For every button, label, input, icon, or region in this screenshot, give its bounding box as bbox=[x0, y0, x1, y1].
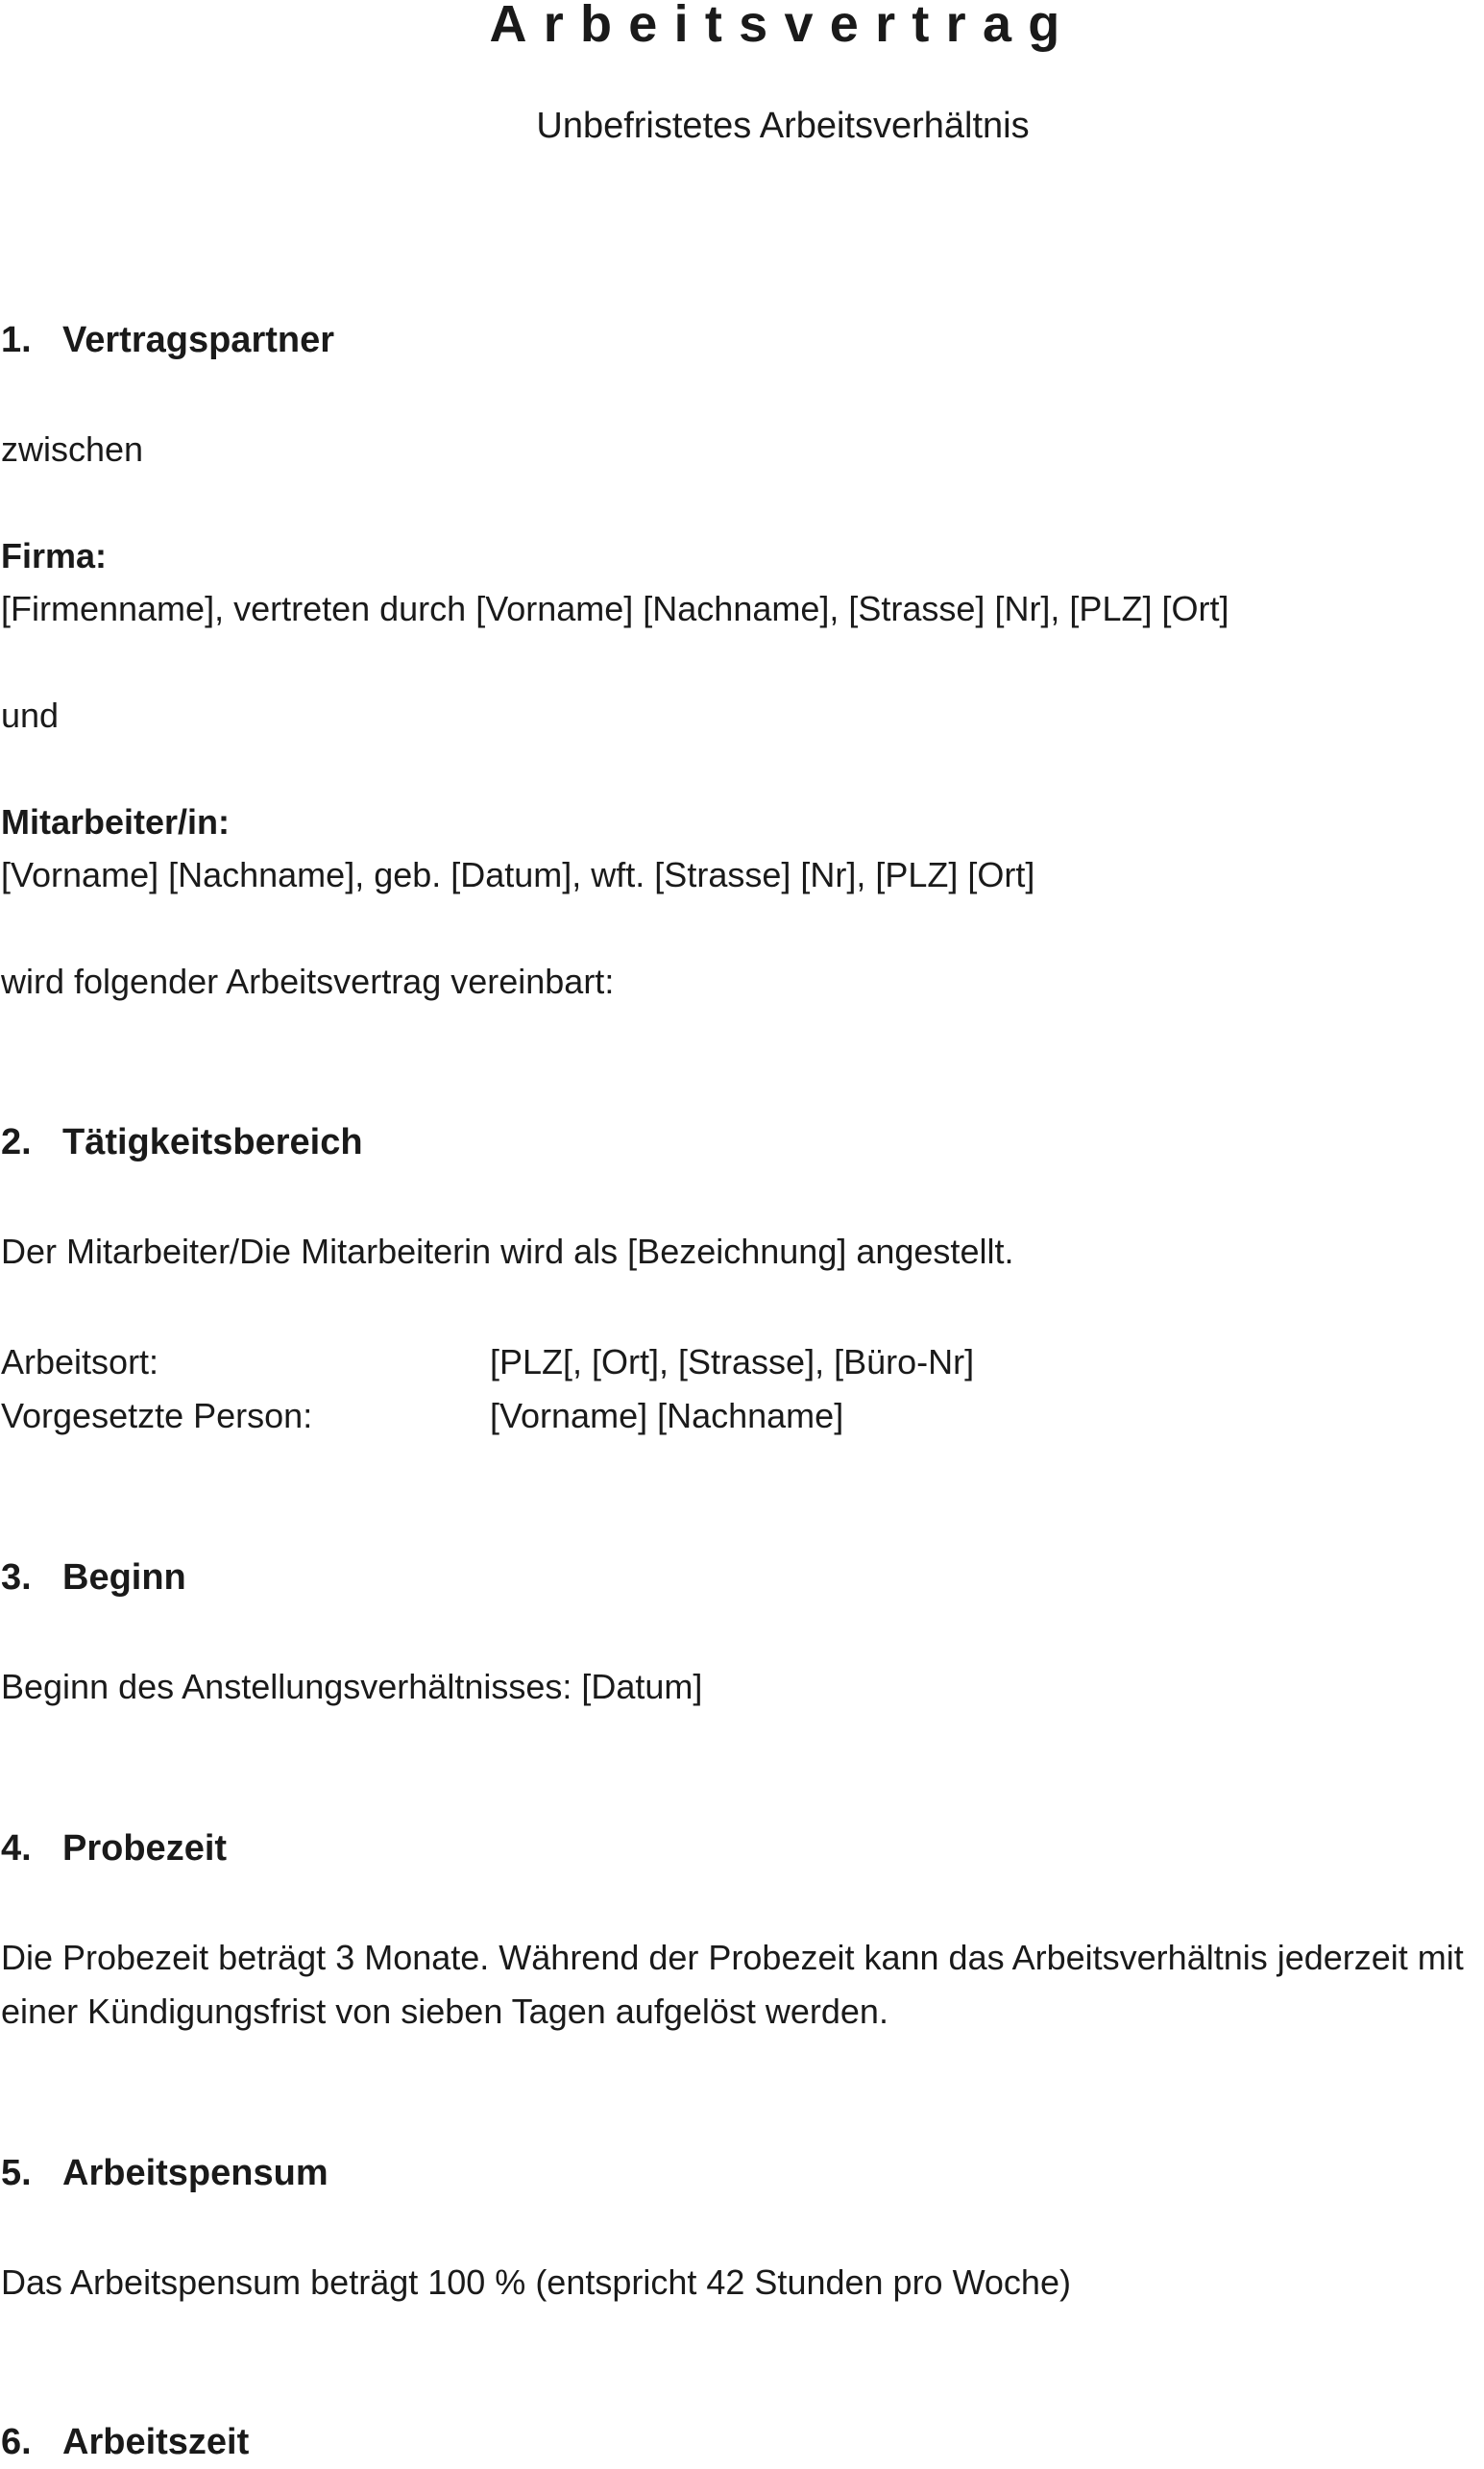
section-number: 2. bbox=[1, 1122, 32, 1162]
section-title: Tätigkeitsbereich bbox=[62, 1122, 363, 1162]
employee-label: Mitarbeiter/in: bbox=[1, 802, 231, 842]
position-text: Der Mitarbeiter/Die Mitarbeiterin wird als [Bezeichnung] angestellt. bbox=[1, 1232, 1014, 1271]
info-value: [PLZ[, [Ort], [Strasse], [Büro-Nr] bbox=[490, 1342, 975, 1381]
section-heading-probezeit bbox=[1, 1821, 227, 1875]
section-heading-arbeitspensum bbox=[1, 2146, 328, 2200]
info-label: Arbeitsort: bbox=[1, 1342, 159, 1381]
document-title: Arbeitsvertrag bbox=[489, 0, 1077, 53]
agreement-statement: wird folgender Arbeitsvertrag vereinbart: bbox=[1, 962, 615, 1001]
info-label: Vorgesetzte Person: bbox=[1, 1396, 313, 1435]
section-number: 4. bbox=[1, 1828, 32, 1869]
company-label: Firma: bbox=[1, 536, 108, 575]
section-title: Arbeitspensum bbox=[62, 2153, 328, 2193]
employee-details: [Vorname] [Nachname], geb. [Datum], wft. [Strasse] [Nr], [PLZ] [Ort] bbox=[1, 855, 1035, 894]
section-number: 5. bbox=[1, 2153, 32, 2193]
workload-text: Das Arbeitspensum beträgt 100 % (entspricht 42 Stunden pro Woche) bbox=[1, 2262, 1071, 2302]
info-row-vorgesetzte-person bbox=[1, 1389, 1484, 1443]
section-title: Vertragspartner bbox=[62, 320, 335, 360]
section-number: 3. bbox=[1, 1557, 32, 1598]
probation-text: Die Probezeit beträgt 3 Monate. Während der Probezeit kann das Arbeitsverhältnis jederzeit mit einer Kündigungsfrist von sieben Tagen aufgelöst werden. bbox=[1, 1938, 1464, 2031]
section-heading-beginn bbox=[1, 1551, 186, 1604]
section-title: Arbeitszeit bbox=[62, 2422, 250, 2462]
section-heading-taetigkeitsbereich bbox=[1, 1115, 363, 1169]
info-row-arbeitsort bbox=[1, 1335, 1484, 1389]
document-subtitle: Unbefristetes Arbeitsverhältnis bbox=[536, 106, 1030, 146]
section-heading-arbeitszeit bbox=[1, 2415, 249, 2469]
company-details: [Firmenname], vertreten durch [Vorname] [Nachname], [Strasse] [Nr], [PLZ] [Ort] bbox=[1, 589, 1229, 628]
section-title: Beginn bbox=[62, 1557, 186, 1598]
info-value: [Vorname] [Nachname] bbox=[490, 1396, 844, 1435]
connector-text: und bbox=[1, 696, 60, 735]
intro-text: zwischen bbox=[1, 429, 144, 469]
start-date-text: Beginn des Anstellungsverhältnisses: [Datum] bbox=[1, 1667, 703, 1706]
section-heading-vertragspartner bbox=[1, 313, 334, 367]
section-number: 6. bbox=[1, 2422, 32, 2462]
section-number: 1. bbox=[1, 320, 32, 360]
section-title: Probezeit bbox=[62, 1828, 228, 1869]
